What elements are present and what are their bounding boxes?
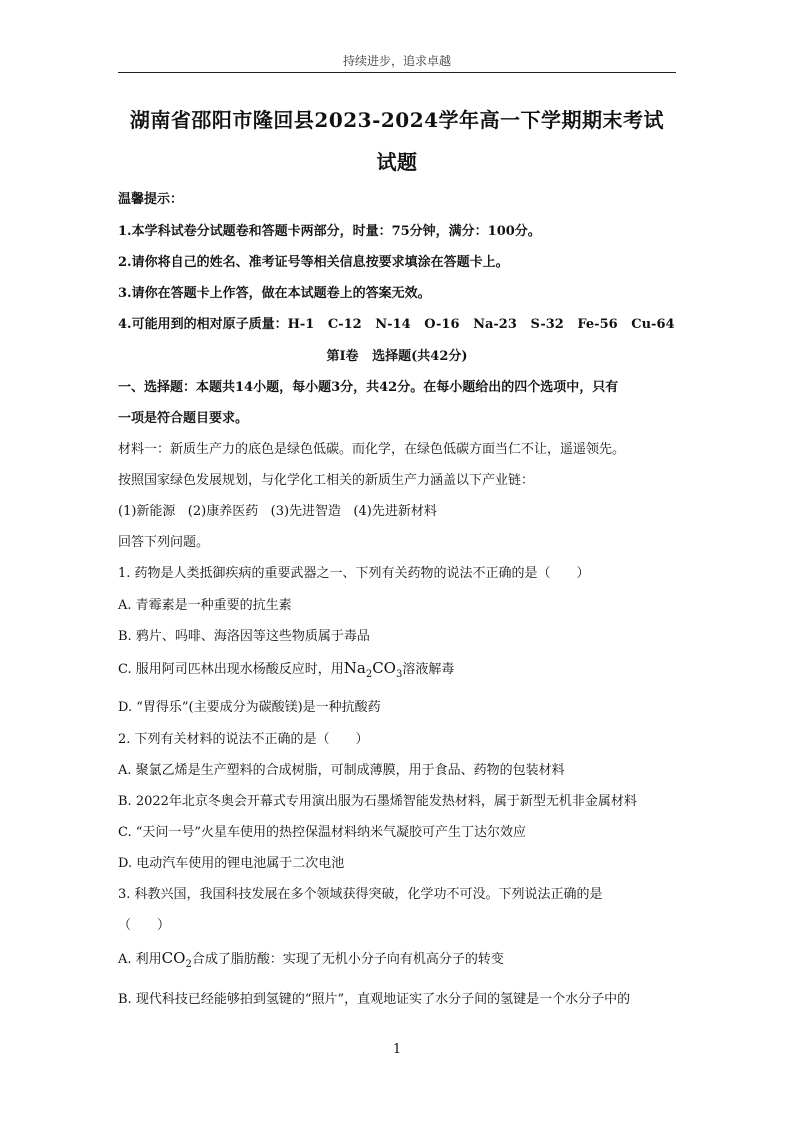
page-title-line-2: 试题 [376,150,418,174]
part-one-instructions-line-2: 一项是符合题目要求。 [118,411,249,426]
question-2-option-a: A. 聚氯乙烯是生产塑料的合成树脂，可制成薄膜，用于食品、药物的包装材料 [118,763,565,778]
question-2-stem: 2. 下列有关材料的说法不正确的是（ ） [118,732,369,747]
notice-item-1: 1.本学科试卷分试题卷和答题卡两部分，时量：75分钟，满分：100分。 [118,224,541,239]
question-2-option-c: C. “天问一号”火星车使用的热控保温材料纳米气凝胶可产生丁达尔效应 [118,825,527,840]
option-a-text-before: A. 利用 [118,952,162,967]
question-1-stem: 1. 药物是人类抵御疾病的重要武器之一、下列有关药物的说法不正确的是（ ） [118,566,590,581]
section-title: 第I卷 选择题(共42分) [326,349,468,364]
page-title-line-1: 湖南省邵阳市隆回县2023-2024学年高一下学期期末考试 [129,108,665,132]
question-3-stem-paren: （ ） [118,918,171,933]
notice-item-2: 2.请你将自己的姓名、准考证号等相关信息按要求填涂在答题卡上。 [118,255,509,270]
question-1-option-d: D. “胃得乐”(主要成分为碳酸镁)是一种抗酸药 [118,700,381,715]
material-line-2: 按照国家绿色发展规划，与化学化工相关的新质生产力涵盖以下产业链： [118,473,535,488]
header-divider [118,72,676,73]
material-line-4: 回答下列问题。 [118,535,210,550]
question-3-option-b: B. 现代科技已经能够拍到氢键的“照片”，直观地证实了水分子间的氢键是一个水分子中的 [118,992,631,1007]
material-line-3: (1)新能源 (2)康养医药 (3)先进智造 (4)先进新材料 [118,504,437,519]
option-c-text-before: C. 服用阿司匹林出现水杨酸反应时，用 [118,662,344,677]
question-1-option-a: A. 青霉素是一种重要的抗生素 [118,598,292,613]
option-a-text-after: 合成了脂肪酸：实现了无机小分子向有机高分子的转变 [191,952,504,967]
question-2-option-b: B. 2022年北京冬奥会开幕式专用演出服为石墨烯智能发热材料，属于新型无机非金属材料 [118,794,637,809]
question-1-option-b: B. 鸦片、吗啡、海洛因等这些物质属于毒品 [118,629,370,644]
part-one-instructions-line-1: 一、选择题：本题共14小题，每小题3分，共42分。在每小题给出的四个选项中，只有 [118,380,619,395]
notice-heading: 温馨提示： [118,192,184,207]
material-line-1: 材料一：新质生产力的底色是绿色低碳。而化学，在绿色低碳方面当仁不让，遥遥领先。 [118,442,626,457]
question-3-stem: 3. 科教兴国，我国科技发展在多个领域获得突破，化学功不可没。下列说法正确的是 [118,887,603,902]
header-motto: 持续进步，追求卓越 [342,54,451,68]
formula-co2: $CO_2$ [161,949,192,970]
formula-na2co3: $Na_2CO_3$ [343,659,403,680]
notice-item-3: 3.请你在答题卡上作答，做在本试题卷上的答案无效。 [118,286,431,301]
question-2-option-d: D. 电动汽车使用的锂电池属于二次电池 [118,856,345,871]
option-c-text-after: 溶液解毒 [402,662,455,677]
question-1-option-c [118,658,454,680]
page-number: 1 [392,1042,402,1057]
question-3-option-a [118,948,504,970]
notice-item-4: 4.可能用到的相对原子质量：H-1 C-12 N-14 O-16 Na-23 S-32 Fe-56 Cu-64 [118,317,675,332]
